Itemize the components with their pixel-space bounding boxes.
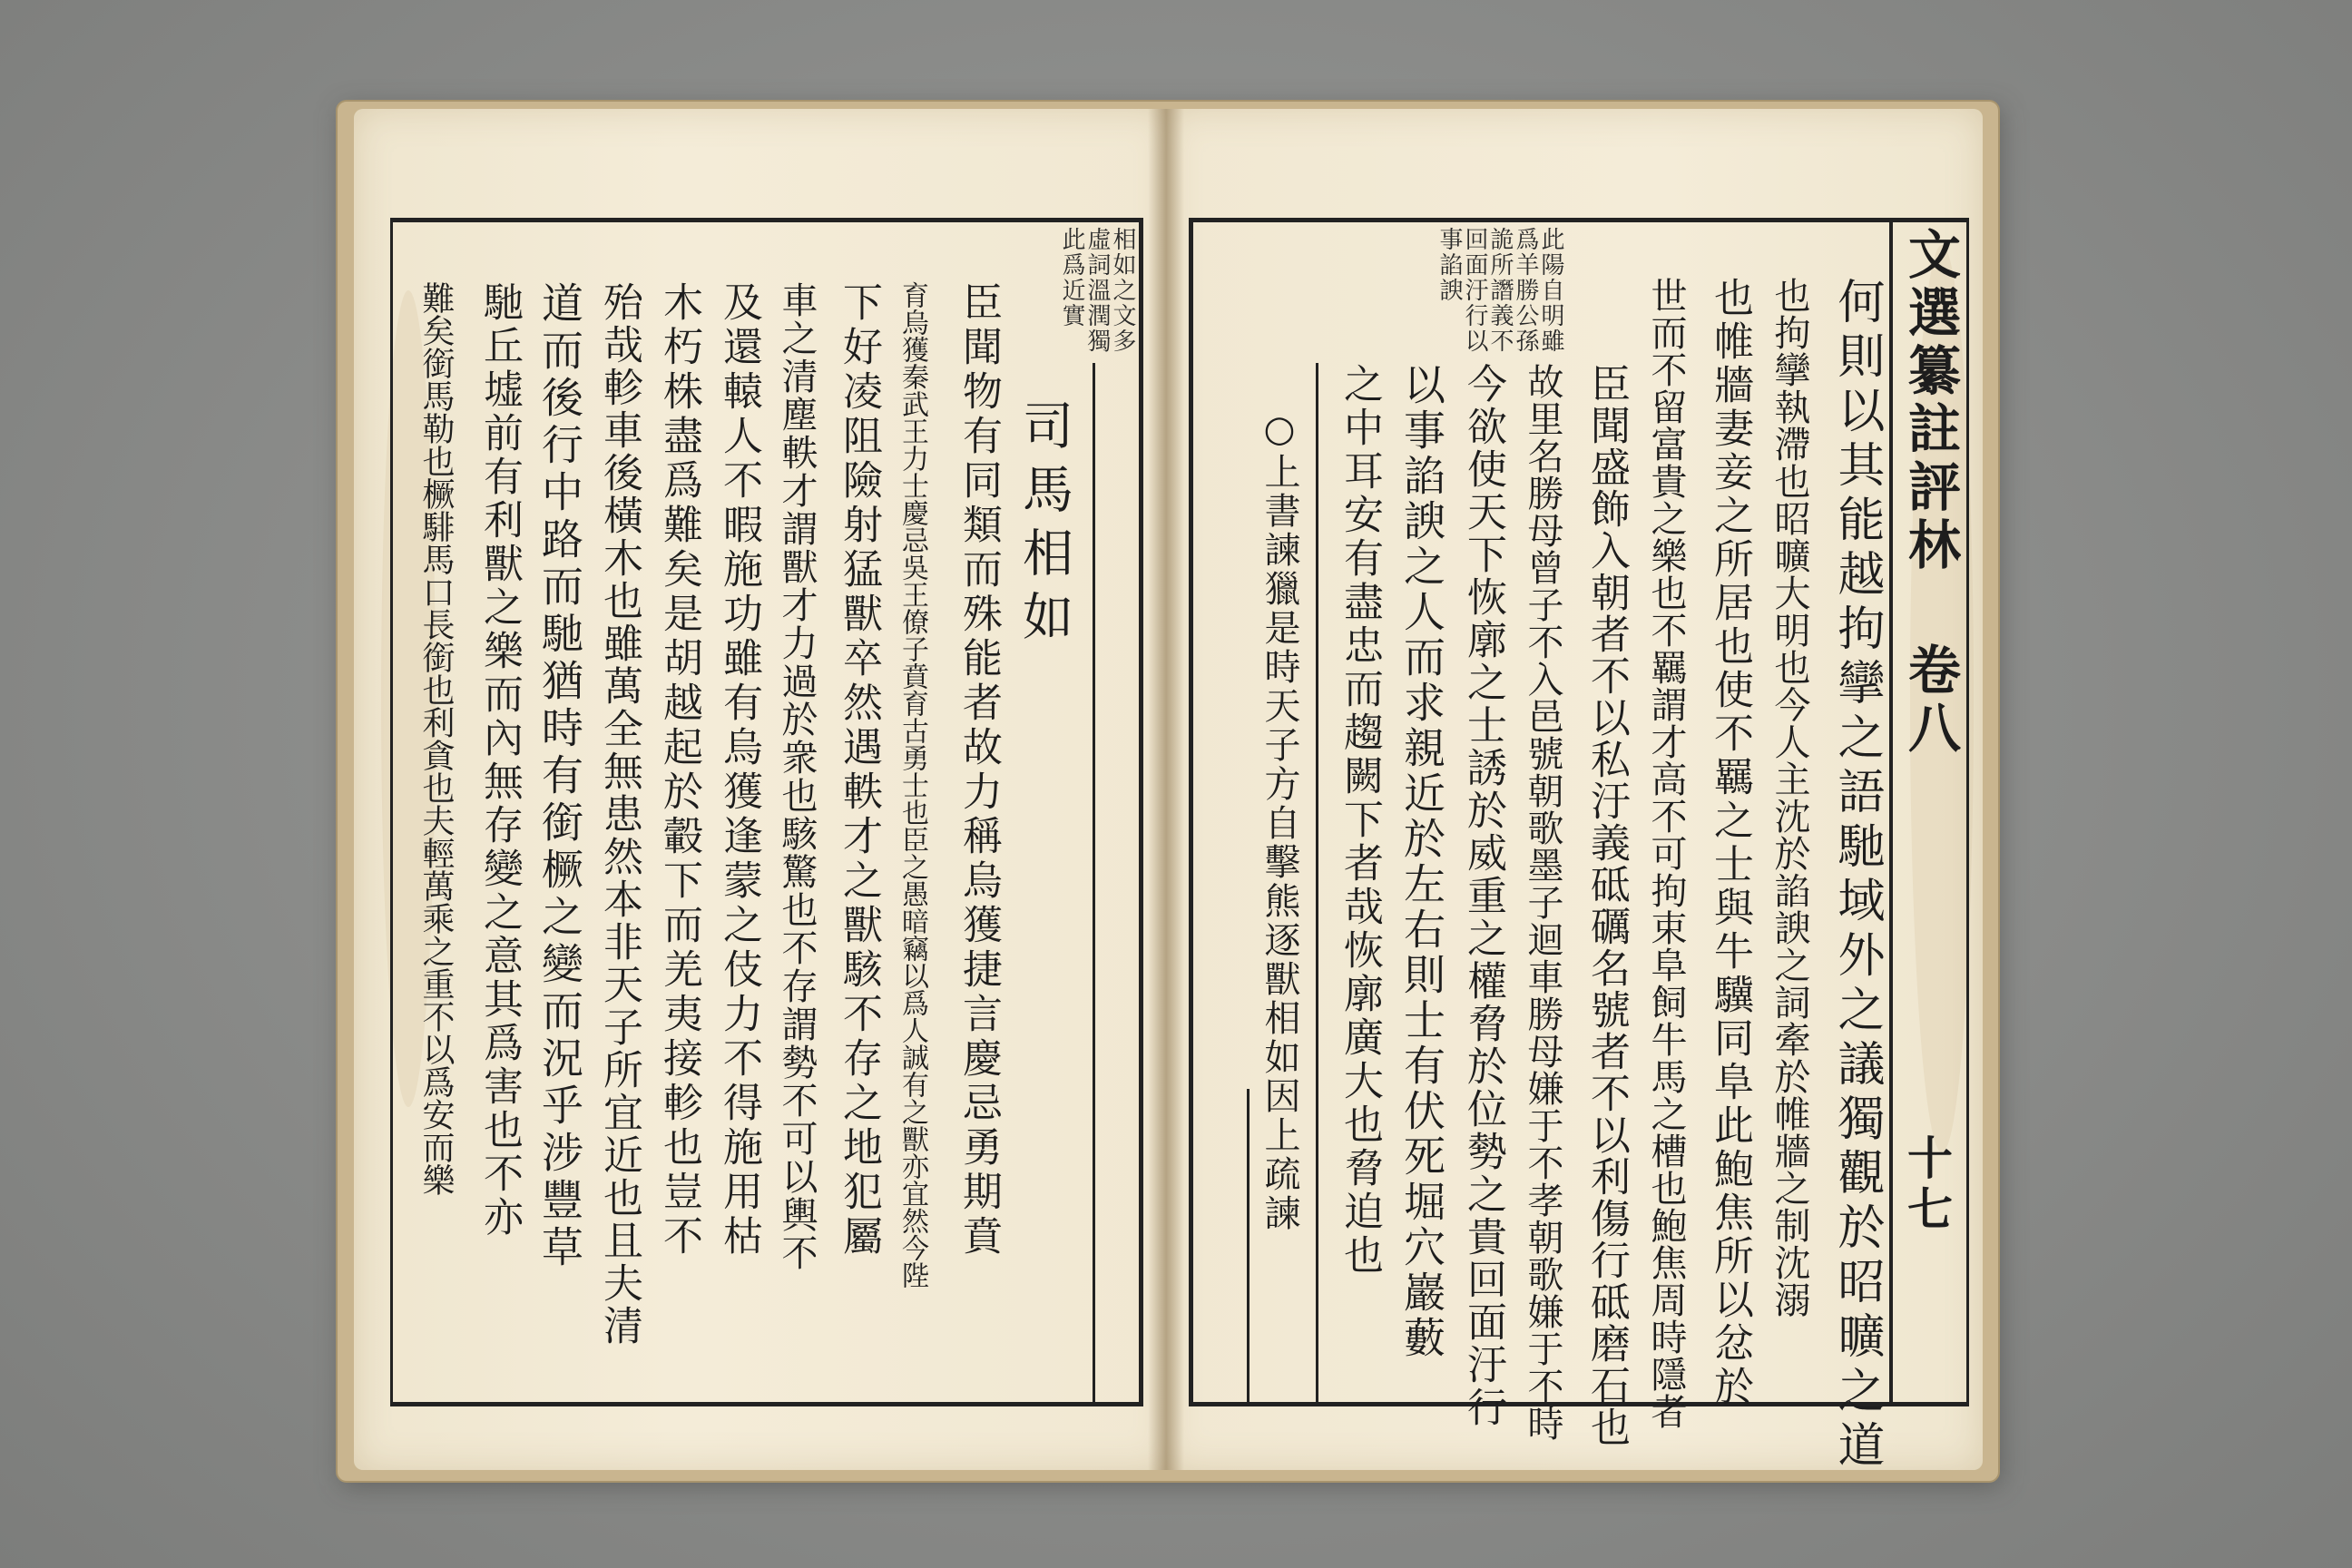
text-column: 育烏獲秦武王力士慶忌吳王僚子賁育古勇士也臣之愚暗竊以爲人誠有之獸亦宜然今陛 — [897, 281, 928, 1289]
text-column: 臣聞物有同類而殊能者故力稱烏獲捷言慶忌勇期賁 — [956, 281, 1002, 1259]
running-title: 文選纂註評林 卷八 — [1899, 227, 1961, 759]
text-column: 車之清塵軼才謂獸才力過於衆也駭驚也不存謂勢不可以輿不 — [776, 281, 818, 1272]
head-note: 虛詞溫潤獨 — [1083, 227, 1111, 354]
text-column: 馳丘墟前有利獸之樂而內無存變之意其爲害也不亦 — [476, 281, 523, 1240]
head-note: 事諂諛 — [1436, 227, 1463, 303]
right-head-note-divider — [1316, 363, 1318, 1403]
head-note: 相如之文多 — [1109, 227, 1136, 354]
left-bottom-rule — [390, 1403, 1143, 1406]
head-note: 此陽自明雖 — [1537, 227, 1564, 354]
text-column: 難矣銜馬勒也橛騑馬口長銜也利貪也夫輕萬乘之重不以爲安而樂 — [417, 281, 455, 1196]
text-column: 殆哉軫車後橫木也雖萬全無患然本非天子所宜近也且夫清 — [596, 281, 642, 1348]
text-column: 世而不留富貴之樂也不羈謂才高不可拘束阜飼牛馬之槽也鮑焦周時隱者 — [1645, 277, 1687, 1430]
head-note: 此爲近實 — [1058, 227, 1085, 328]
text-column: 也帷牆妻妾之所居也使不羈之士與牛驥同阜此鮑焦所以忿於 — [1707, 277, 1753, 1409]
text-column: 之中耳安有盡忠而趨闕下者哉恢廓廣大也脅迫也 — [1337, 363, 1383, 1278]
head-note: 爲羊勝公孫 — [1512, 227, 1539, 354]
text-column: 故里名勝母曾子不入邑號朝歌墨子迴車勝母嫌于不孝朝歌嫌于不時 — [1522, 363, 1563, 1442]
text-column: 道而後行中路而馳猶時有銜橛之變而況乎涉豐草 — [535, 281, 584, 1272]
head-note: 回面汙行以 — [1461, 227, 1488, 354]
open-book — [336, 91, 1996, 1488]
text-column: 臣聞盛飾入朝者不以私汙義砥礪名號者不以利傷行砥磨石也 — [1583, 363, 1630, 1448]
folio-number: 十七 — [1900, 1134, 1954, 1236]
column-end-rule — [1247, 1089, 1250, 1403]
text-column: 下好凌阻險射猛獸卒然遇軼才之獸駭不存之地犯屬 — [836, 281, 882, 1259]
text-column: 木朽株盡爲難矣是胡越起於轂下而羌夷接軫也豈不 — [656, 281, 702, 1259]
text-column: 何則以其能越拘攣之語馳域外之議獨觀於昭曠之道 — [1829, 277, 1884, 1475]
text-column: 也拘攣執滯也昭曠大明也今人主沈於諂諛之詞牽於帷牆之制沈溺 — [1769, 277, 1810, 1318]
author-heading: 司馬相如 — [1014, 399, 1073, 653]
head-note: 詭所譖義不 — [1486, 227, 1514, 354]
right-margin-rule — [1889, 218, 1893, 1406]
text-column: 以事諂諛之人而求親近於左右則士有伏死堀穴巖藪 — [1397, 363, 1446, 1361]
text-column: 及還轅人不暇施功雖有烏獲逢蒙之伎力不得施用枯 — [716, 281, 762, 1259]
left-head-note-divider — [1093, 363, 1095, 1403]
book-gutter — [1148, 109, 1184, 1470]
text-column: 今欲使天下恢廓之士誘於威重之權脅於位勢之貴回面汙行 — [1460, 363, 1506, 1429]
left-top-rule — [390, 218, 1143, 221]
text-column: ○上書諫獵是時天子方自擊熊逐獸相如因上疏諫 — [1259, 408, 1300, 1233]
